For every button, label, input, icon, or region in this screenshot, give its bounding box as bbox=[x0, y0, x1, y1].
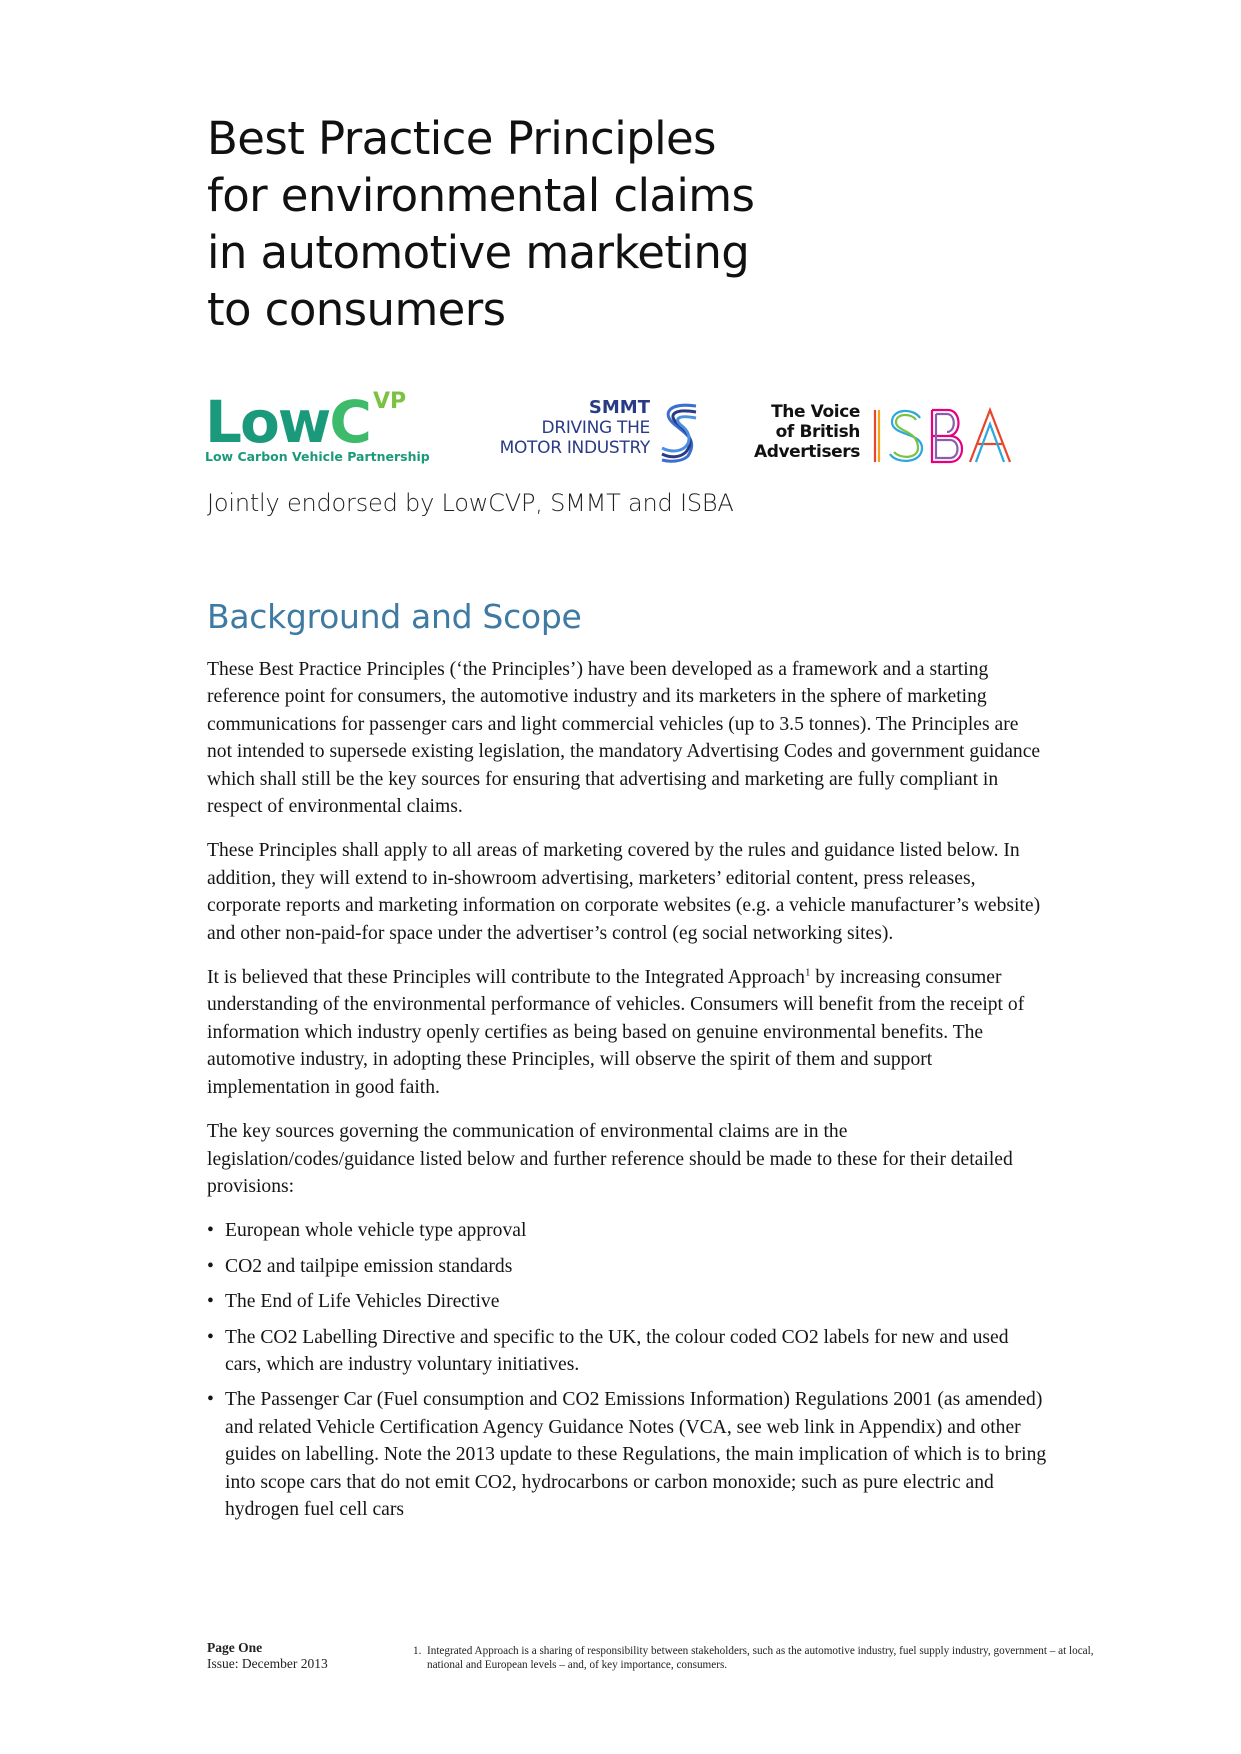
document-title bbox=[207, 110, 1007, 338]
list-item-text: European whole vehicle type approval bbox=[225, 1220, 527, 1242]
section-heading: Background and Scope bbox=[207, 597, 582, 636]
sources-list bbox=[207, 1217, 1047, 1523]
list-item bbox=[207, 1253, 1047, 1280]
title-line: Best Practice Principles bbox=[207, 112, 716, 165]
lowcvp-subtitle: Low Carbon Vehicle Partnership bbox=[205, 449, 430, 464]
lowcvp-word-c: C bbox=[329, 388, 370, 456]
smmt-line2: MOTOR INDUSTRY bbox=[499, 438, 650, 458]
bullet-icon: • bbox=[207, 1220, 214, 1242]
smmt-s-icon bbox=[658, 400, 702, 466]
smmt-name: SMMT bbox=[588, 397, 650, 418]
bullet-icon: • bbox=[207, 1291, 214, 1313]
title-line: to consumers bbox=[207, 283, 506, 336]
lowcvp-wordmark bbox=[205, 388, 370, 456]
footnote-number: 1. bbox=[413, 1645, 422, 1657]
title-line: in automotive marketing bbox=[207, 226, 750, 279]
list-item bbox=[207, 1217, 1047, 1244]
smmt-text bbox=[500, 398, 650, 458]
lowcvp-logo bbox=[205, 388, 445, 471]
paragraph bbox=[207, 964, 1047, 1101]
paragraph: These Principles shall apply to all areas of marketing covered by the rules and guidance listed below. In addition, they will extend to in-showroom advertising, marketers’ editorial content, press releases, corporate reports and marketing information on corporate websites (e.g. a vehicle manufacturer’s website) and other non-paid-for space under the advertiser’s control (eg social networking sites). bbox=[207, 840, 1041, 944]
lowcvp-word-low: Low bbox=[205, 388, 330, 456]
page-footer bbox=[207, 1640, 328, 1672]
paragraph: The key sources governing the communication of environmental claims are in the legislation/codes/guidance listed below and further reference should be made to these for their detailed provisions: bbox=[207, 1121, 1013, 1197]
isba-line2: of British bbox=[775, 422, 860, 442]
title-line: for environmental claims bbox=[207, 169, 755, 222]
list-item-text: The Passenger Car (Fuel consumption and CO2 Emissions Information) Regulations 2001 (as amended) and related Vehicle Certification Agency Guidance Notes (VCA, see web link in Appendix) and other guides on labelling. Note the 2013 update to these Regulations, the main implication of which is to bring into scope cars that do not emit CO2, hydrocarbons or carbon monoxide; such as pure electric and hydrogen fuel cell cars bbox=[225, 1389, 1047, 1520]
list-item-text: The CO2 Labelling Directive and specific to the UK, the colour coded CO2 labels for new and used cars, which are industry voluntary initiatives. bbox=[225, 1326, 1009, 1375]
isba-line3: Advertisers bbox=[753, 442, 860, 462]
issue-date: Issue: December 2013 bbox=[207, 1656, 328, 1671]
page-label: Page One bbox=[207, 1640, 263, 1655]
list-item-text: CO2 and tailpipe emission standards bbox=[225, 1255, 513, 1277]
body-text bbox=[207, 656, 1047, 1531]
isba-logo bbox=[750, 400, 1030, 470]
paragraph-text: It is believed that these Principles will contribute to the Integrated Approach bbox=[207, 967, 805, 989]
endorsement-line: Jointly endorsed by LowCVP, SMMT and ISBA bbox=[207, 489, 734, 517]
isba-letters-icon bbox=[870, 404, 1020, 466]
footnote-ref: 1 bbox=[804, 966, 811, 979]
isba-line1: The Voice bbox=[771, 402, 860, 422]
smmt-logo bbox=[490, 398, 710, 470]
list-item bbox=[207, 1386, 1047, 1523]
list-item-text: The End of Life Vehicles Directive bbox=[225, 1291, 500, 1313]
lowcvp-superscript: VP bbox=[373, 389, 407, 414]
paragraph: These Best Practice Principles (‘the Principles’) have been developed as a framework and a starting reference point for consumers, the automotive industry and its marketers in the sphere of marketing communications for passenger cars and light commercial vehicles (up to 3.5 tonnes). The Principles are not intended to supersede existing legislation, the mandatory Advertising Codes and government guidance which shall still be the key sources for ensuring that advertising and marketing are fully compliant in respect of environmental claims. bbox=[207, 659, 1041, 818]
footnote-text: Integrated Approach is a sharing of responsibility between stakeholders, such as the automotive industry, fuel supply industry, government – at local, national and European levels – and, of key importance, consumers. bbox=[427, 1645, 1094, 1671]
footnote bbox=[413, 1645, 1103, 1672]
smmt-line1: DRIVING THE bbox=[541, 418, 650, 438]
paragraph-text: by increasing consumer understanding of the environmental performance of vehicles. Consumers will benefit from the receipt of information which industry openly certifies as being based on genuine environmental benefits. The automotive industry, in adopting these Principles, will observe the spirit of them and support implementation in good faith. bbox=[207, 967, 1025, 1098]
isba-tagline bbox=[750, 402, 860, 462]
bullet-icon: • bbox=[207, 1255, 214, 1277]
list-item bbox=[207, 1288, 1047, 1315]
list-item bbox=[207, 1324, 1047, 1379]
bullet-icon: • bbox=[207, 1326, 214, 1348]
bullet-icon: • bbox=[207, 1389, 214, 1411]
